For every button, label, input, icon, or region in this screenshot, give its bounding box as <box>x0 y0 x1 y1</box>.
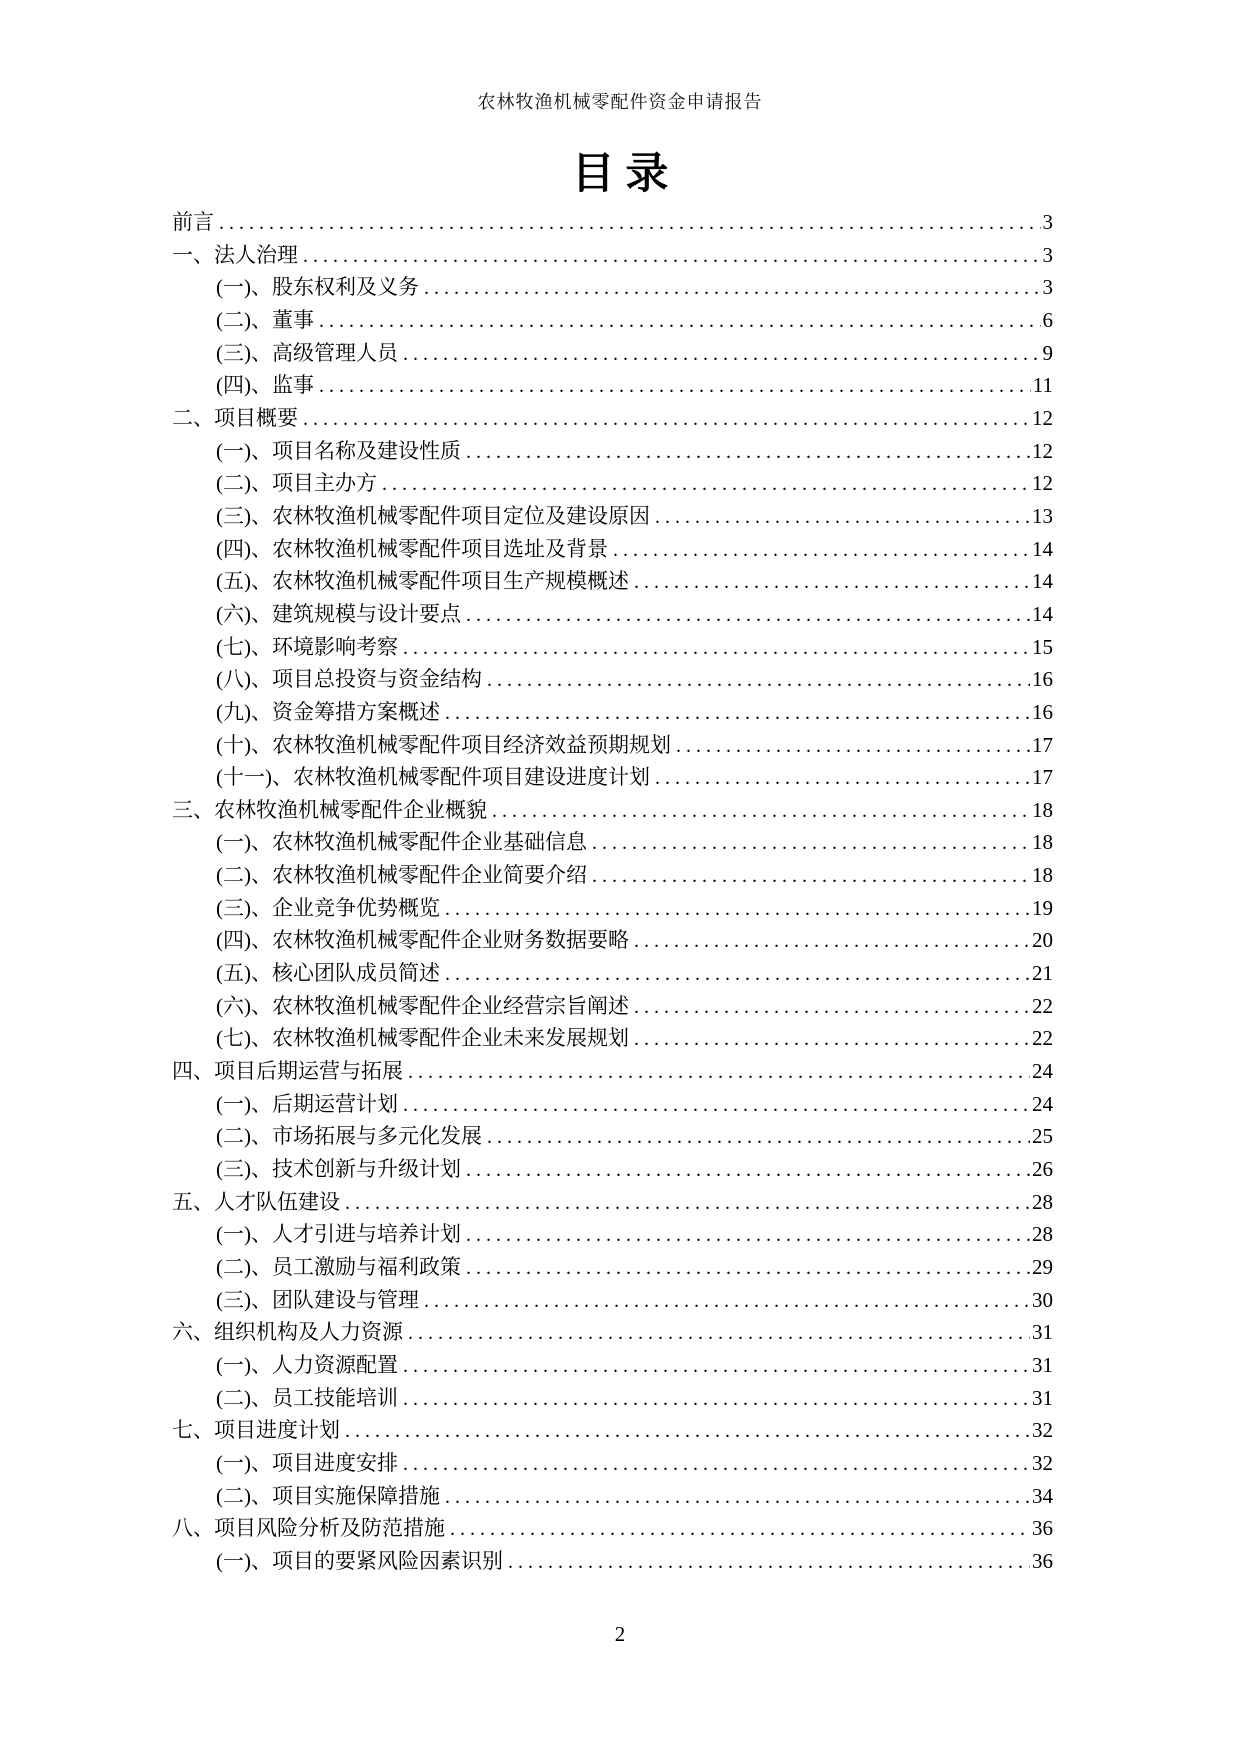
toc-entry-label[interactable]: (五)、农林牧渔机械零配件项目生产规模概述 <box>216 569 629 594</box>
toc-entry-page: 13 <box>1032 503 1053 528</box>
toc-entry-label[interactable]: (六)、建筑规模与设计要点 <box>216 601 461 626</box>
toc-entry-label[interactable]: (八)、项目总投资与资金结构 <box>216 667 482 692</box>
toc-entry[interactable] <box>172 435 1053 468</box>
toc-entry-label[interactable]: (十)、农林牧渔机械零配件项目经济效益预期规划 <box>216 732 671 757</box>
toc-entry-page: 15 <box>1032 634 1053 659</box>
toc-entry-label[interactable]: (二)、员工激励与福利政策 <box>216 1255 461 1279</box>
toc-entry-page: 31 <box>1032 1320 1053 1345</box>
toc-entry-label[interactable]: 五、人才队伍建设 <box>172 1189 340 1214</box>
toc-entry-page: 14 <box>1032 536 1053 561</box>
toc-entry[interactable] <box>172 631 1053 664</box>
toc-leader-dots <box>655 762 1030 795</box>
toc-entry[interactable] <box>172 1545 1053 1578</box>
toc-entry-page: 30 <box>1032 1287 1053 1312</box>
toc-leader-dots <box>445 1481 1030 1514</box>
toc-entry-page: 26 <box>1032 1157 1053 1182</box>
toc-leader-dots <box>634 991 1030 1024</box>
toc-entry-label[interactable]: (六)、农林牧渔机械零配件企业经营宗旨阐述 <box>216 993 629 1018</box>
toc-entry[interactable] <box>172 1316 1053 1349</box>
toc-leader-dots <box>219 207 1041 240</box>
toc-leader-dots <box>424 1285 1030 1318</box>
toc-entry-label[interactable]: (二)、市场拓展与多元化发展 <box>216 1124 482 1149</box>
toc-entry[interactable] <box>172 1251 1053 1284</box>
toc-leader-dots <box>634 1023 1030 1056</box>
toc-leader-dots <box>319 305 1041 338</box>
toc-entry[interactable] <box>172 1284 1053 1317</box>
toc-entry[interactable] <box>172 1382 1053 1415</box>
toc-entry[interactable] <box>172 1480 1053 1513</box>
toc-entry[interactable] <box>172 729 1053 762</box>
toc-title: 目 录 <box>571 151 669 198</box>
toc-entry[interactable] <box>172 957 1053 990</box>
toc-entry-page: 20 <box>1032 928 1053 953</box>
toc-entry-label[interactable]: (七)、农林牧渔机械零配件企业未来发展规划 <box>216 1026 629 1051</box>
toc-entry-page: 36 <box>1032 1516 1053 1541</box>
toc-entry-page: 24 <box>1032 1059 1053 1084</box>
toc-entry[interactable] <box>172 1414 1053 1447</box>
toc-entry-label[interactable]: (三)、高级管理人员 <box>216 340 398 365</box>
toc-entry-label[interactable]: (一)、股东权利及义务 <box>216 275 419 300</box>
toc-leader-dots <box>676 730 1030 763</box>
toc-entry-label[interactable]: (一)、项目的要紧风险因素识别 <box>216 1548 503 1573</box>
toc-entry[interactable] <box>172 761 1053 794</box>
toc-entry-page: 17 <box>1032 765 1053 790</box>
toc-entry-page: 3 <box>1042 275 1053 300</box>
toc-leader-dots <box>403 632 1030 665</box>
toc-leader-dots <box>403 1448 1030 1481</box>
toc-entry[interactable] <box>172 402 1053 435</box>
toc-entry-page: 16 <box>1032 699 1053 724</box>
toc-entry-label[interactable]: (三)、农林牧渔机械零配件项目定位及建设原因 <box>216 503 650 528</box>
toc-entry-label[interactable]: (九)、资金筹措方案概述 <box>216 699 440 724</box>
toc-entry-page: 16 <box>1032 667 1053 692</box>
toc-entry-page: 12 <box>1032 438 1053 463</box>
toc-entry[interactable] <box>172 1153 1053 1186</box>
toc-entry-page: 31 <box>1032 1385 1053 1410</box>
toc-leader-dots <box>466 436 1030 469</box>
toc-leader-dots <box>424 272 1041 305</box>
toc-entry-label[interactable]: 七、项目进度计划 <box>172 1418 340 1443</box>
toc-entry[interactable] <box>172 1447 1053 1480</box>
page-number: 2 <box>614 1622 626 1646</box>
toc-leader-dots <box>450 1513 1030 1546</box>
toc-entry-label[interactable]: (二)、农林牧渔机械零配件企业简要介绍 <box>216 863 587 888</box>
toc-leader-dots <box>408 1317 1030 1350</box>
toc-entry-page: 14 <box>1032 569 1053 594</box>
toc-leader-dots <box>345 1187 1030 1220</box>
toc-leader-dots <box>445 958 1030 991</box>
toc-leader-dots <box>466 1252 1030 1285</box>
toc-entry[interactable] <box>172 1022 1053 1055</box>
toc-leader-dots <box>466 599 1030 632</box>
toc-entry-page: 22 <box>1032 1026 1053 1051</box>
toc-entry-page: 28 <box>1032 1189 1053 1214</box>
toc-entry-label[interactable]: (一)、项目进度安排 <box>216 1450 398 1475</box>
toc-entry[interactable] <box>172 500 1053 533</box>
toc-entry[interactable] <box>172 1088 1053 1121</box>
toc-leader-dots <box>445 697 1030 730</box>
toc-entry[interactable] <box>172 924 1053 957</box>
toc-leader-dots <box>382 468 1030 501</box>
toc-leader-dots <box>655 501 1030 534</box>
toc-entry-page: 6 <box>1042 307 1053 332</box>
toc-leader-dots <box>487 664 1030 697</box>
toc-entry-page: 3 <box>1042 210 1053 234</box>
toc-entry-page: 24 <box>1032 1091 1053 1116</box>
toc-leader-dots <box>492 795 1030 828</box>
toc-entry[interactable] <box>172 859 1053 892</box>
toc-entry[interactable] <box>172 1512 1053 1545</box>
toc-entry[interactable] <box>172 826 1053 859</box>
toc-entry[interactable] <box>172 1120 1053 1153</box>
toc-entry-label[interactable]: (一)、后期运营计划 <box>216 1091 398 1116</box>
toc-leader-dots <box>403 338 1041 371</box>
toc-entry-label[interactable]: (一)、项目名称及建设性质 <box>216 438 461 463</box>
toc-entry-label[interactable]: (一)、人力资源配置 <box>216 1352 398 1377</box>
toc-entry-label[interactable]: (二)、项目主办方 <box>216 471 377 496</box>
toc-entry-label[interactable]: 四、项目后期运营与拓展 <box>172 1059 403 1084</box>
toc-entry-page: 32 <box>1032 1418 1053 1443</box>
toc-entry-page: 32 <box>1032 1450 1053 1475</box>
toc-entry-page: 12 <box>1032 405 1053 430</box>
toc-entry-page: 31 <box>1032 1352 1053 1377</box>
toc-leader-dots <box>408 1056 1030 1089</box>
toc-entry-label[interactable]: (四)、农林牧渔机械零配件项目选址及背景 <box>216 536 608 561</box>
toc-entry-label[interactable]: (二)、项目实施保障措施 <box>216 1483 440 1508</box>
toc-entry[interactable] <box>172 794 1053 827</box>
toc-leader-dots <box>487 1121 1030 1154</box>
toc-entry-label[interactable]: (三)、技术创新与升级计划 <box>216 1157 461 1182</box>
toc-leader-dots <box>592 827 1030 860</box>
toc-entry-label[interactable]: 六、组织机构及人力资源 <box>172 1320 403 1345</box>
toc-entry-label[interactable]: (三)、团队建设与管理 <box>216 1287 419 1312</box>
toc-entry-label[interactable]: (十一)、农林牧渔机械零配件项目建设进度计划 <box>216 765 650 790</box>
toc-entry[interactable] <box>172 990 1053 1023</box>
toc-entry[interactable] <box>172 467 1053 500</box>
toc-entry-page: 19 <box>1032 895 1053 920</box>
toc-entry-page: 11 <box>1032 373 1053 398</box>
toc-leader-dots <box>634 566 1030 599</box>
toc-entry[interactable] <box>172 533 1053 566</box>
toc-entry-label[interactable]: 一、法人治理 <box>172 242 298 267</box>
toc-entry[interactable] <box>172 565 1053 598</box>
toc-entry-label[interactable]: (三)、企业竞争优势概览 <box>216 895 440 920</box>
toc-entry-page: 18 <box>1032 797 1053 822</box>
toc-entry[interactable] <box>172 1055 1053 1088</box>
toc-entry-page: 18 <box>1032 863 1053 888</box>
toc-leader-dots <box>466 1219 1030 1252</box>
toc-entry-label[interactable]: (二)、董事 <box>216 307 314 332</box>
toc-entry-page: 17 <box>1032 732 1053 757</box>
toc-leader-dots <box>466 1154 1030 1187</box>
toc-entry-page: 18 <box>1032 830 1053 855</box>
toc-leader-dots <box>303 403 1030 436</box>
toc-entry-page: 21 <box>1032 961 1053 986</box>
toc-leader-dots <box>613 534 1030 567</box>
toc-entry-label[interactable]: 二、项目概要 <box>172 405 298 430</box>
toc-entry[interactable] <box>172 337 1053 370</box>
toc-entry[interactable] <box>172 696 1053 729</box>
toc-entry[interactable] <box>172 206 1053 239</box>
toc-leader-dots <box>403 1383 1030 1416</box>
toc-entry[interactable] <box>172 1218 1053 1251</box>
toc-entry-page: 12 <box>1032 471 1053 496</box>
toc-entry-label[interactable]: (七)、环境影响考察 <box>216 634 398 659</box>
toc-entry[interactable] <box>172 1349 1053 1382</box>
toc-entry-page: 14 <box>1032 601 1053 626</box>
toc-entry[interactable] <box>172 369 1053 402</box>
toc-entry[interactable] <box>172 892 1053 925</box>
toc-entry-label[interactable]: (一)、人才引进与培养计划 <box>216 1222 461 1247</box>
toc-entry-label[interactable]: 前言 <box>172 210 214 234</box>
toc-leader-dots <box>508 1546 1030 1579</box>
toc-list <box>172 206 1053 1578</box>
toc-entry-label[interactable]: (四)、监事 <box>216 373 314 398</box>
running-header-title: 农林牧渔机械零配件资金申请报告 <box>477 92 763 112</box>
toc-entry-page: 28 <box>1032 1222 1053 1247</box>
toc-leader-dots <box>634 925 1030 958</box>
toc-entry-page: 36 <box>1032 1548 1053 1573</box>
toc-entry[interactable] <box>172 598 1053 631</box>
toc-leader-dots <box>445 893 1030 926</box>
toc-entry-label[interactable]: (二)、员工技能培训 <box>216 1385 398 1410</box>
toc-entry-label[interactable]: 三、农林牧渔机械零配件企业概貌 <box>172 797 487 822</box>
toc-entry[interactable] <box>172 271 1053 304</box>
toc-entry[interactable] <box>172 304 1053 337</box>
toc-entry[interactable] <box>172 663 1053 696</box>
toc-leader-dots <box>592 860 1030 893</box>
toc-entry-label[interactable]: (四)、农林牧渔机械零配件企业财务数据要略 <box>216 928 629 953</box>
toc-entry-page: 29 <box>1032 1255 1053 1279</box>
toc-entry-page: 3 <box>1042 242 1053 267</box>
toc-entry-page: 25 <box>1032 1124 1053 1149</box>
toc-leader-dots <box>345 1415 1030 1448</box>
toc-entry[interactable] <box>172 1186 1053 1219</box>
toc-leader-dots <box>403 1350 1030 1383</box>
toc-entry-label[interactable]: (五)、核心团队成员简述 <box>216 961 440 986</box>
toc-entry-label[interactable]: (一)、农林牧渔机械零配件企业基础信息 <box>216 830 587 855</box>
toc-entry-label[interactable]: 八、项目风险分析及防范措施 <box>172 1516 445 1541</box>
toc-entry-page: 9 <box>1042 340 1053 365</box>
toc-entry-page: 34 <box>1032 1483 1053 1508</box>
toc-leader-dots <box>303 240 1041 273</box>
toc-entry[interactable] <box>172 239 1053 272</box>
toc-entry-page: 22 <box>1032 993 1053 1018</box>
toc-leader-dots <box>319 370 1031 403</box>
toc-leader-dots <box>403 1089 1030 1122</box>
